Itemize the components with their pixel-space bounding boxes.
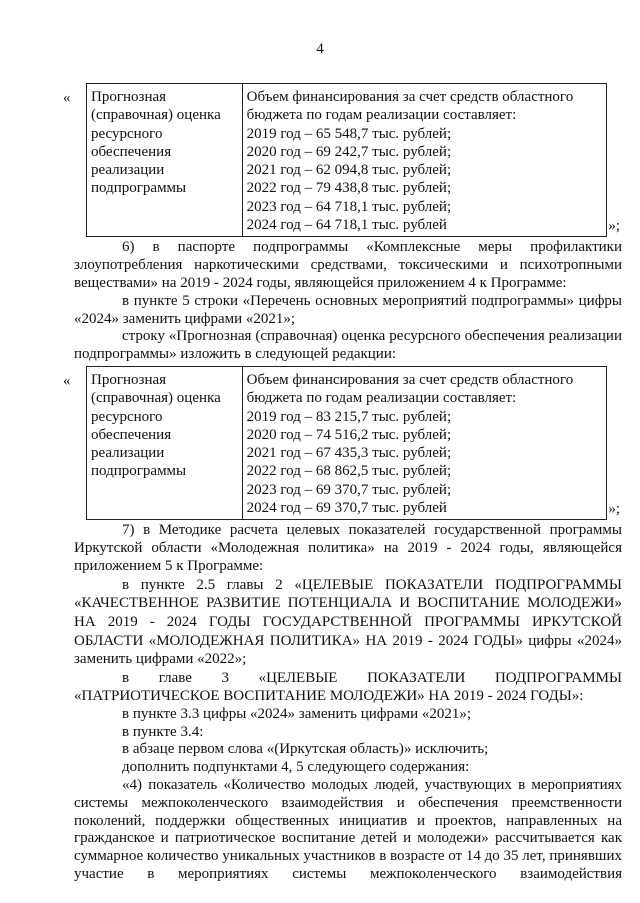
label-line: реализации xyxy=(91,445,165,462)
paragraph-7b: в главе 3 «ЦЕЛЕВЫЕ ПОКАЗАТЕЛИ ПОДПРОГРАММЫ «ПАТРИОТИЧЕСКОЕ ВОСПИТАНИЕ МОЛОДЕЖИ» НА 2019 - 2024 ГОДЫ»: xyxy=(74,669,622,705)
paragraph-7f: дополнить подпунктами 4, 5 следующего содержания: xyxy=(122,759,470,776)
year-amount: 2019 год – 65 548,7 тыс. рублей; xyxy=(246,125,452,142)
year-amount: 2021 год – 62 094,8 тыс. рублей; xyxy=(246,162,452,179)
label-line: обеспечения xyxy=(91,143,172,160)
year-amount: 2022 год – 68 862,5 тыс. рублей; xyxy=(246,463,452,480)
label-line: ресурсного xyxy=(91,125,163,142)
paragraph-6b: строку «Прогнозная (справочная) оценка ресурсного обеспечения реализации подпрограммы» изложить в следующей редакции: xyxy=(74,328,622,363)
year-amount: 2020 год – 69 242,7 тыс. рублей; xyxy=(246,143,452,160)
paragraph-7d: в пункте 3.4: xyxy=(122,723,204,740)
close-quote: »; xyxy=(608,218,620,235)
open-quote: « xyxy=(63,90,71,106)
paragraph-7g: «4) показатель «Количество молодых людей, участвующих в мероприятиях системы межпоколенческого взаимодействия и обеспечения преемственности поколений, поддержки общественных инициатив и проектов, направленных на гражданское и патриотическое воспитание детей и молодежи» рассчитывается как суммарное количество уникальных участников в возрасте от 14 до 35 лет, принявших участие в мероприятиях системы межпоколенческого взаимодействия xyxy=(74,777,622,883)
label-line: ресурсного xyxy=(91,408,163,425)
year-amount: 2024 год – 64 718,1 тыс. рублей xyxy=(246,217,447,234)
label-line: подпрограммы xyxy=(91,463,187,480)
year-amount: 2024 год – 69 370,7 тыс. рублей xyxy=(246,500,447,517)
financing-block-1 xyxy=(63,83,622,237)
value-line: Объем финансирования за счет средств областного xyxy=(246,89,574,105)
label-line: (справочная) оценка xyxy=(91,390,221,407)
paragraph-7c: в пункте 3.3 цифры «2024» заменить цифрами «2021»; xyxy=(122,705,472,722)
year-amount: 2022 год – 79 438,8 тыс. рублей; xyxy=(246,180,452,197)
paragraph-7e: в абзаце первом слова «(Иркутская область)» исключить; xyxy=(122,741,489,758)
financing-table-1 xyxy=(86,83,607,237)
close-quote: »; xyxy=(608,501,620,518)
label-line: (справочная) оценка xyxy=(91,107,221,124)
label-line: реализации xyxy=(91,162,165,179)
year-amount: 2023 год – 69 370,7 тыс. рублей; xyxy=(246,481,452,498)
paragraph-6a: в пункте 5 строки «Перечень основных мероприятий подпрограммы» цифры «2024» заменить цифрами «2021»; xyxy=(74,292,622,327)
label-line: Прогнозная xyxy=(91,371,167,388)
label-line: подпрограммы xyxy=(91,180,187,197)
label-cell xyxy=(87,366,243,519)
financing-table-2 xyxy=(86,366,607,520)
year-amount: 2021 год – 67 435,3 тыс. рублей; xyxy=(246,445,452,462)
financing-block-2 xyxy=(63,366,622,520)
label-line: обеспечения xyxy=(91,426,172,443)
year-amount: 2019 год – 83 215,7 тыс. рублей; xyxy=(246,408,452,425)
page-number: 4 xyxy=(316,41,324,57)
year-amount: 2020 год – 74 516,2 тыс. рублей; xyxy=(246,426,452,443)
document-body xyxy=(63,83,622,884)
value-line: бюджета по годам реализации составляет: xyxy=(246,390,517,407)
label-line: Прогнозная xyxy=(91,89,167,105)
value-line: бюджета по годам реализации составляет: xyxy=(246,107,517,124)
year-amount: 2023 год – 64 718,1 тыс. рублей; xyxy=(246,198,452,215)
value-cell xyxy=(242,84,606,237)
paragraph-7a: в пункте 2.5 главы 2 «ЦЕЛЕВЫЕ ПОКАЗАТЕЛИ ПОДПРОГРАММЫ «КАЧЕСТВЕННОЕ РАЗВИТИЕ ПОТЕНЦИАЛА И ВОСПИТАНИЕ МОЛОДЕЖИ» НА 2019 - 2024 ГОДЫ ГОСУДАРСТВЕННОЙ ПРОГРАММЫ ИРКУТСКОЙ ОБЛАСТИ «МОЛОДЕЖНАЯ ПОЛИТИКА» НА 2019 - 2024 ГОДЫ» цифры «2024» заменить цифрами «2022»; xyxy=(74,576,622,668)
open-quote: « xyxy=(63,372,71,389)
value-cell xyxy=(242,366,606,519)
label-cell xyxy=(87,84,243,237)
value-line: Объем финансирования за счет средств областного xyxy=(246,371,574,388)
paragraph-6: 6) в паспорте подпрограммы «Комплексные меры профилактики злоупотребления наркотическими средствами, токсическими и психотропными веществами» на 2019 - 2024 годы, являющейся приложением 4 к Программе: xyxy=(74,239,622,291)
paragraph-7: 7) в Методике расчета целевых показателей государственной программы Иркутской области «Молодежная политика» на 2019 - 2024 годы, являющейся приложением 5 к Программе: xyxy=(74,522,622,574)
